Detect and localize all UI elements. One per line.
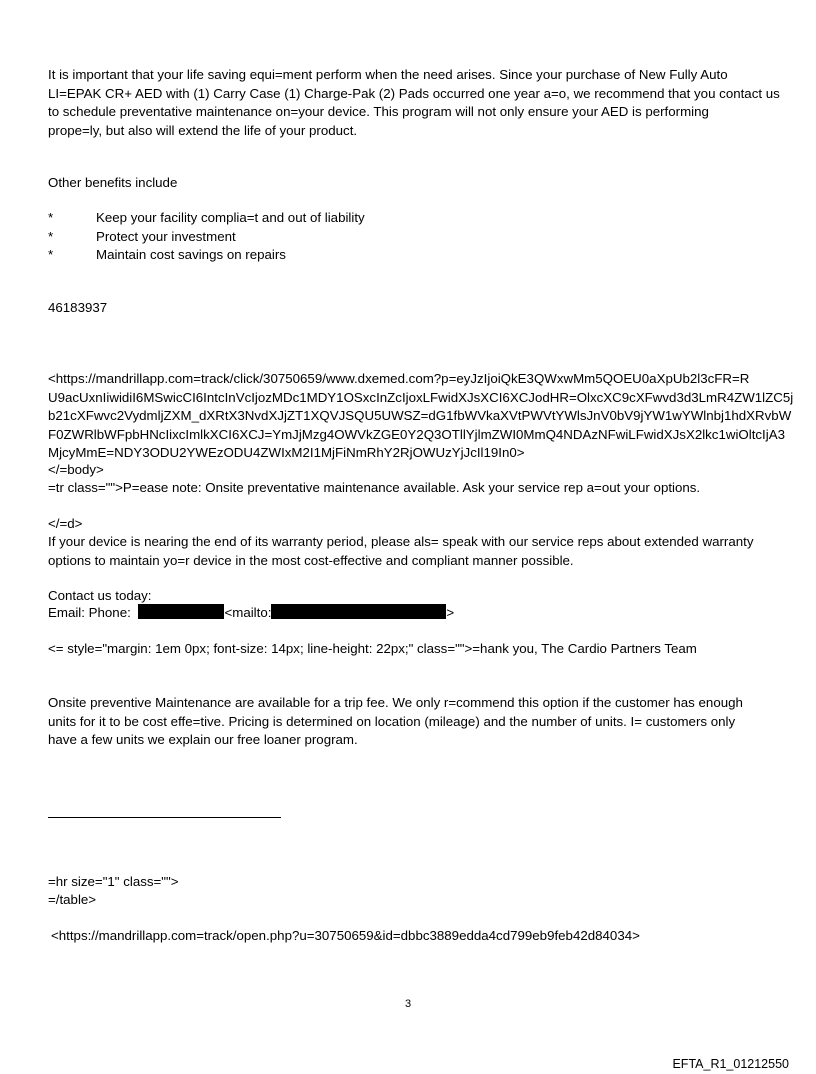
- benefits-list: [48, 209, 778, 265]
- mailto-link[interactable]: <mailto:: [224, 605, 272, 620]
- onsite-line: Onsite preventive Maintenance are available for a trip fee. We only r=commend this option if the customer has enough: [48, 695, 743, 710]
- bullet-mark: *: [48, 228, 54, 244]
- hr-tag-line: =hr size="1" class="">: [48, 874, 179, 889]
- intro-line: LI=EPAK CR+ AED with (1) Carry Case (1) Charge-Pak (2) Pads occurred one year a=o, we recommend that you contact us: [48, 85, 780, 101]
- benefit-text: Keep your facility complia=t and out of liability: [96, 210, 365, 225]
- benefits-heading: Other benefits include: [48, 175, 178, 190]
- redaction-box: [271, 604, 446, 619]
- warranty-line: options to maintain yo=r device in the most cost-effective and compliant manner possible.: [48, 552, 574, 568]
- onsite-line: have a few units we explain our free loaner program.: [48, 732, 358, 748]
- warranty-line: If your device is nearing the end of its warranty period, please als= speak with our service reps about extended warranty: [48, 534, 754, 549]
- horizontal-rule: [48, 817, 281, 818]
- contact-heading: Contact us today:: [48, 588, 152, 603]
- list-item: [48, 228, 778, 247]
- benefit-text: Protect your investment: [96, 228, 236, 244]
- onsite-line: units for it to be cost effe=tive. Pricing is determined on location (mileage) and the number of units. I= customers only: [48, 713, 736, 729]
- body-close-tag: </=body>: [48, 462, 104, 477]
- intro-line: It is important that your life saving equi=ment perform when the need arises. Since your purchase of New Fully Auto: [48, 67, 728, 82]
- contact-line: [48, 604, 778, 623]
- tracking-link[interactable]: [48, 370, 794, 463]
- tracking-link-line: MjcyMmE=NDY3ODU2YWEzODU4ZWIxM2I1MjFiNmRhY2RjOWUzYjJcIl19In0>: [48, 445, 525, 461]
- warranty-paragraph: [48, 533, 778, 570]
- page-number: 3: [404, 998, 412, 1010]
- tracking-link-line: b21cXFwvc2VydmljZXM_dXRtX3NvdXJjZT1XQVJSQU5UWSZ=dG1fbWVkaXVtPWVtYWlsJnV0bV9jYW1wYWlnbj1hdXRvbW: [48, 408, 792, 424]
- mailto-close: >: [446, 605, 455, 620]
- tracking-link-line: U9acUxnIiwidiI6MSwicCI6IntcInVcIjozMDc1MDY1OSxcInZcIjoxLFwidXJsXCI6XCJodHR=OlxcXC9cXFwvd3d3LmR4ZW1lZC5j: [48, 389, 794, 405]
- contact-prefix: Email: Phone:: [48, 605, 131, 620]
- tracking-link-line: <https://mandrillapp.com=track/click/30750659/www.dxemed.com?p=eyJzIjoiQkE3QWxwMm5QOEU0aXpUb2l3cFR=R: [48, 371, 750, 386]
- list-item: [48, 246, 778, 265]
- document-id: EFTA_R1_01212550: [672, 1057, 789, 1071]
- tracking-link-line: F0ZWRlbWFpbHNcIixcImlkXCI6XCJ=YmJjMzg4OWVkZGE0Y2Q3OTllYjlmZWI0MmQ4NDAzNFwiLFwidXJsX2lkc1wiOltcIjA3: [48, 426, 785, 442]
- signoff-line: <= style="margin: 1em 0px; font-size: 14px; line-height: 22px;" class="">=hank you, The Cardio Partners Team: [48, 641, 697, 656]
- td-close-tag: </=d>: [48, 516, 83, 531]
- intro-line: prope=ly, but also will extend the life of your product.: [48, 122, 358, 138]
- list-item: [48, 209, 778, 228]
- intro-line: to schedule preventative maintenance on=your device. This program will not only ensure your AED is performing: [48, 104, 709, 120]
- reference-number: 46183937: [48, 300, 108, 315]
- onsite-paragraph: [48, 694, 778, 750]
- open-tracking-link[interactable]: <https://mandrillapp.com=track/open.php?u=30750659&id=dbbc3889edda4cd799eb9feb42d84034>: [51, 928, 640, 943]
- bullet-mark: *: [48, 247, 54, 263]
- intro-paragraph: [48, 66, 778, 140]
- benefit-text: Maintain cost savings on repairs: [96, 247, 286, 263]
- redaction-box: [138, 604, 224, 619]
- bullet-mark: *: [48, 210, 54, 225]
- table-close-tag: =/table>: [48, 892, 97, 907]
- maintenance-note: =tr class="">P=ease note: Onsite preventative maintenance available. Ask your service rep a=out your options.: [48, 480, 701, 495]
